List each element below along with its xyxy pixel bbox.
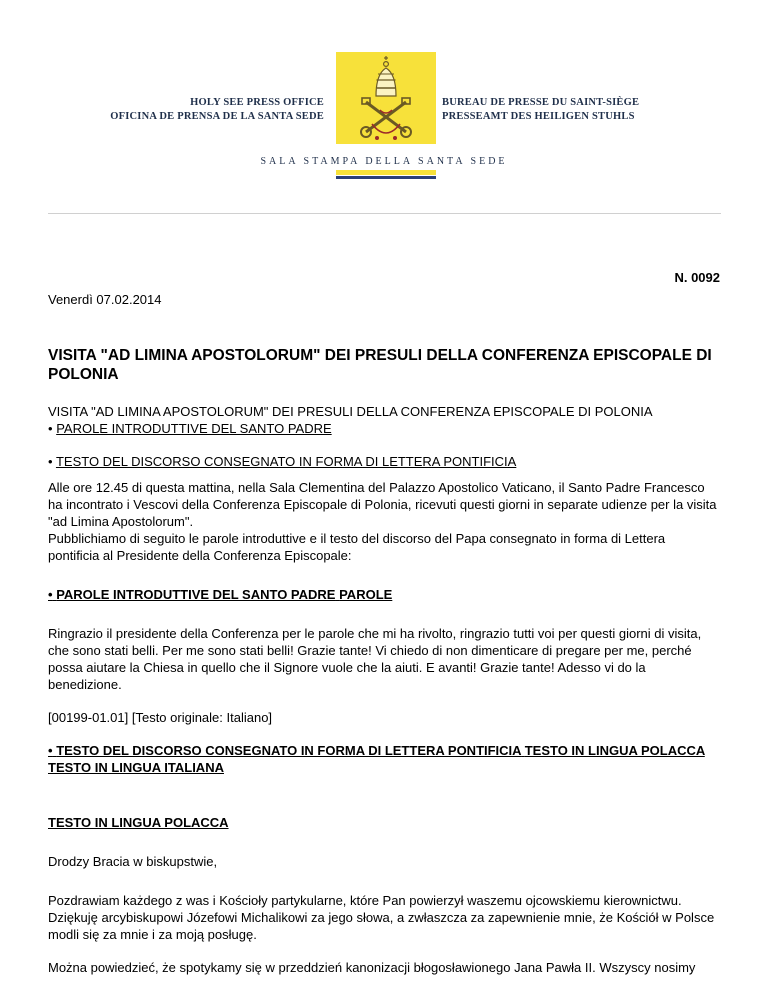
section1-body: Ringrazio il presidente della Conferenza per le parole che mi ha rivolto, ringrazio tutti voi per questi giorni di visita, che sono stati belli. Per me sono stati belli! Grazie tante! Vi chiedo di non dimenticare di pregare per me, perché possa aiutare la Chiesa in quello che il Signore vuole che la aiuti. E avanti! Grazie tante! Adesso vi do la benedizione. — [48, 626, 702, 692]
summary-item-2 — [48, 453, 720, 470]
bulletin-number: N. 0092 — [674, 270, 720, 285]
section1-ref: [00199-01.01] [Testo originale: Italiano] — [48, 710, 273, 725]
sala-stampa-label: SALA STAMPA DELLA SANTA SEDE — [260, 156, 508, 167]
link-parole-introduttive[interactable]: PAROLE INTRODUTTIVE DEL SANTO PADRE — [56, 421, 332, 436]
link-testo-italiana[interactable]: TESTO IN LINGUA ITALIANA — [48, 760, 224, 775]
summary-item-1 — [48, 420, 720, 437]
header-divider — [48, 213, 721, 214]
intro-paragraph-2: Pubblichiamo di seguito le parole introduttive e il testo del discorso del Papa consegnato in forma di Lettera pontificia al Presidente della Conferenza Episcopale: — [48, 531, 666, 563]
section1-heading-text: PAROLE INTRODUTTIVE DEL SANTO PADRE — [56, 587, 336, 602]
papal-coat-of-arms-icon — [336, 52, 436, 144]
header-left-line2: OFICINA DE PRENSA DE LA SANTA SEDE — [110, 111, 324, 122]
header-left-text — [110, 96, 324, 124]
polish-greeting: Drodzy Bracia w biskupstwie, — [48, 854, 218, 869]
header-right-line1: BUREAU DE PRESSE DU SAINT-SIÈGE — [442, 97, 640, 108]
section2-heading — [48, 742, 720, 776]
bullet: • — [48, 743, 53, 758]
section2-heading-text: TESTO DEL DISCORSO CONSEGNATO IN FORMA DI LETTERA PONTIFICIA — [56, 743, 522, 758]
bullet: • — [48, 454, 53, 469]
link-parole[interactable]: PAROLE — [339, 587, 393, 602]
header-right-line2: PRESSEAMT DES HEILIGEN STUHLS — [442, 111, 635, 122]
article-body — [48, 346, 720, 976]
intro-paragraph-1: Alle ore 12.45 di questa mattina, nella Sala Clementina del Palazzo Apostolico Vaticano, il Santo Padre Francesco ha incontrato i Vescovi della Conferenza Episcopale di Polonia, ricevuti questi giorni in separate udienze per la visita "ad Limina Apostolorum". — [48, 480, 717, 529]
article-title: VISITA "AD LIMINA APOSTOLORUM" DEI PRESULI DELLA CONFERENZA EPISCOPALE DI POLONIA — [48, 347, 712, 383]
header-right-text — [442, 96, 639, 124]
section1-heading — [48, 586, 720, 603]
header-yellow-band — [336, 170, 436, 175]
link-testo-discorso[interactable]: TESTO DEL DISCORSO CONSEGNATO IN FORMA DI LETTERA PONTIFICIA — [55, 454, 517, 469]
header-blue-band — [336, 176, 436, 179]
summary-line: VISITA "AD LIMINA APOSTOLORUM" DEI PRESULI DELLA CONFERENZA EPISCOPALE DI POLONIA — [48, 404, 653, 419]
link-testo-polacca[interactable]: TESTO IN LINGUA POLACCA — [524, 743, 705, 758]
press-office-header — [0, 0, 768, 215]
section2-subheading: TESTO IN LINGUA POLACCA — [48, 815, 229, 830]
polish-paragraph-1: Pozdrawiam każdego z was i Kościoły partykularne, które Pan powierzył waszemu ojcowskiemu kierownictwu. Dziękuję arcybiskupowi Józefowi Michalikowi za jego słowa, a zwłaszcza za zapewnienie mnie, że Kościół w Polsce modli się za mnie i za moją posługę. — [48, 893, 715, 942]
bulletin-date: Venerdì 07.02.2014 — [48, 292, 162, 307]
header-left-line1: HOLY SEE PRESS OFFICE — [190, 97, 324, 108]
bullet: • — [48, 587, 53, 602]
polish-paragraph-2: Można powiedzieć, że spotykamy się w przeddzień kanonizacji błogosławionego Jana Pawła II. Wszyscy nosimy — [48, 960, 696, 975]
bullet: • — [48, 421, 53, 436]
